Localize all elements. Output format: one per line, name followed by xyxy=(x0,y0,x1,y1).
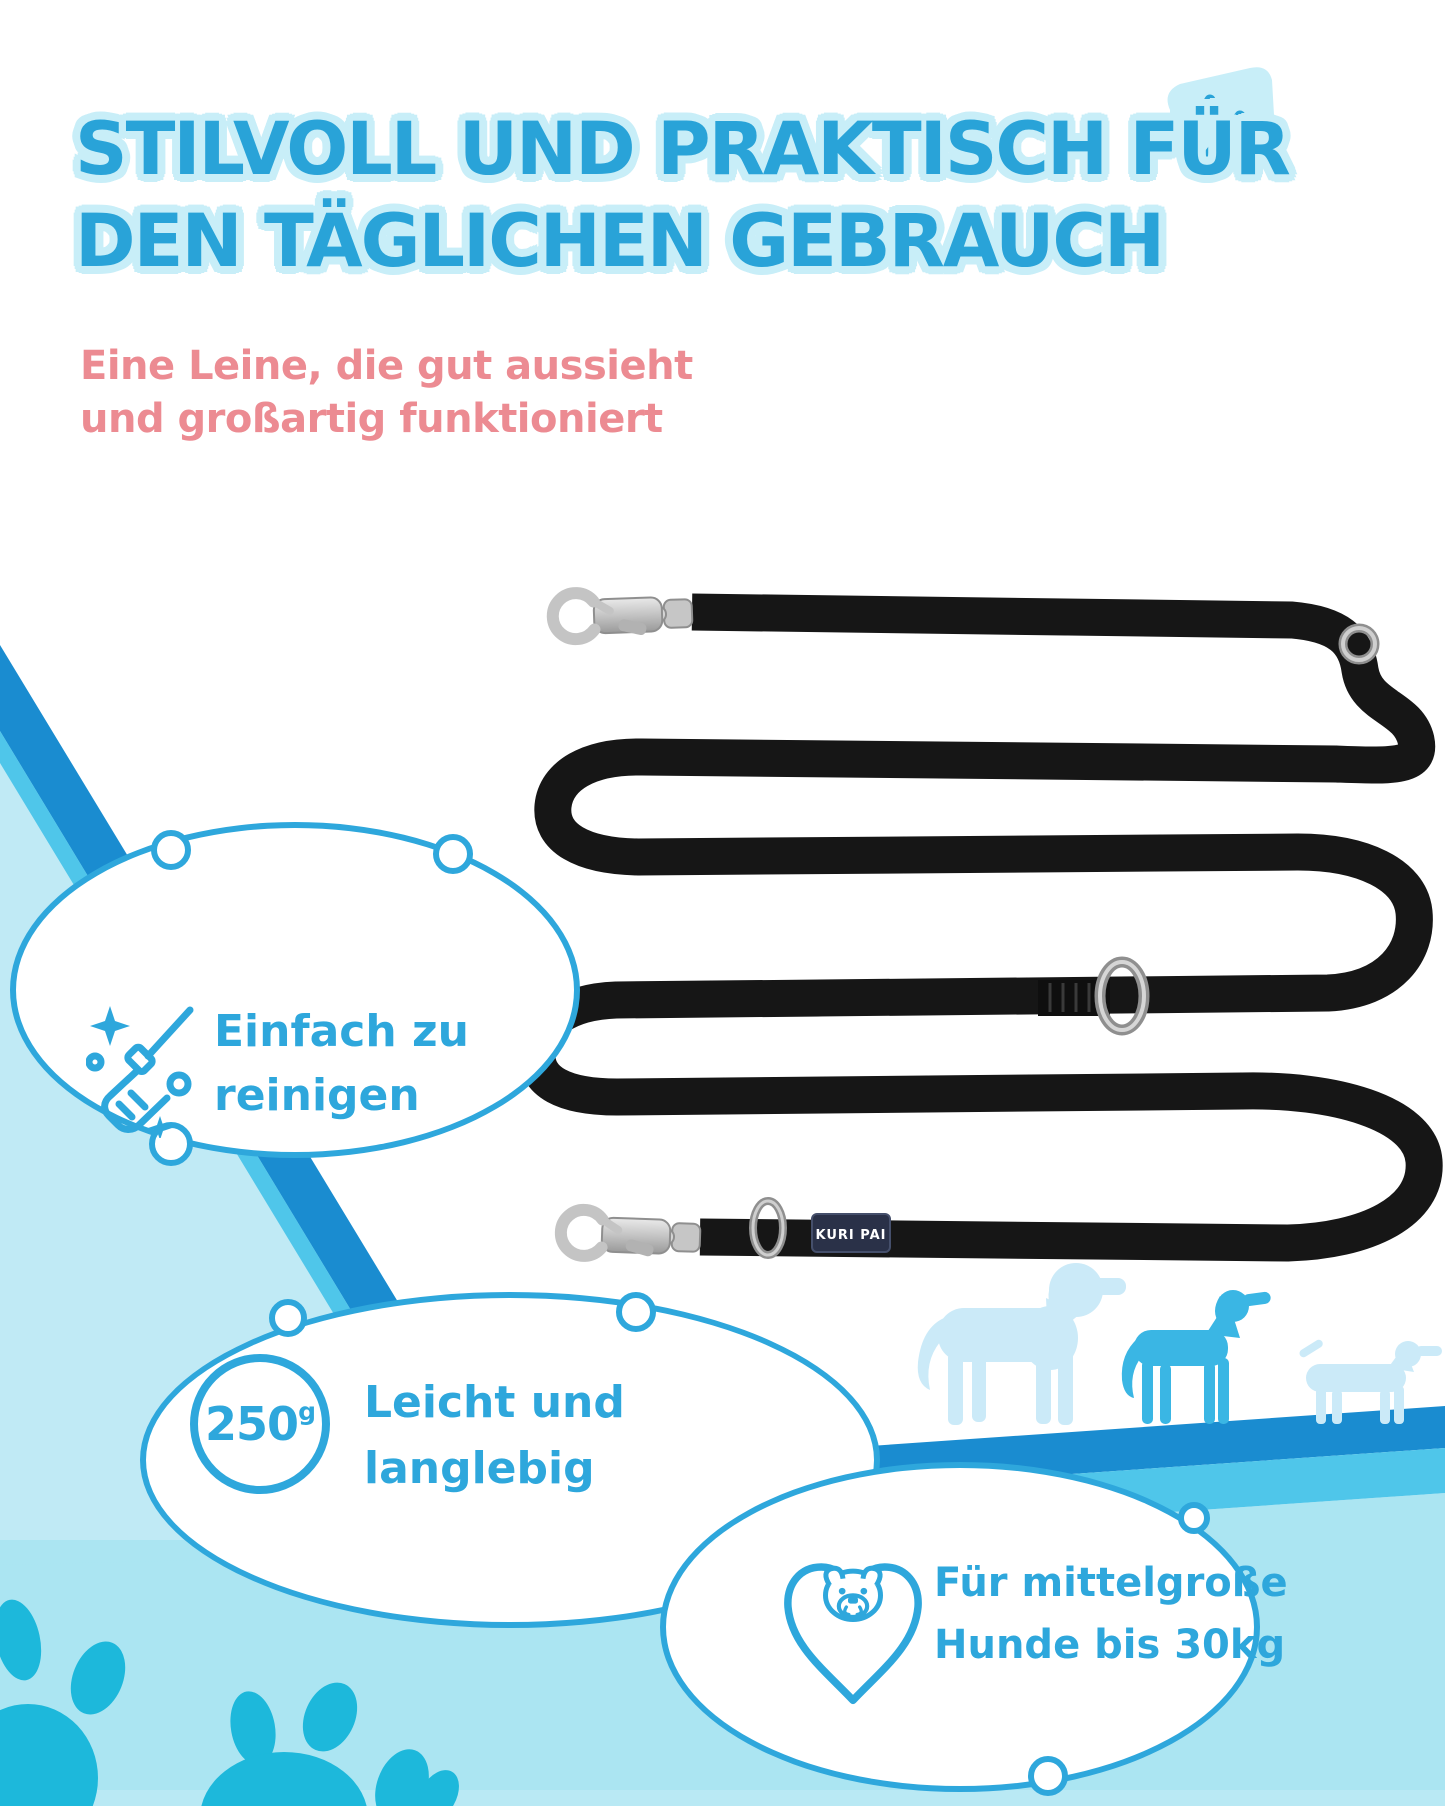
leash-photo xyxy=(537,589,1424,1260)
feature-weight-line-2: langlebig xyxy=(364,1443,595,1494)
cloud-loop xyxy=(433,834,473,874)
feature-size-line-1: Für mittelgroße xyxy=(934,1560,1288,1606)
headline xyxy=(75,104,1289,288)
leash-strap xyxy=(537,612,1424,1243)
subheadline-line-1: Eine Leine, die gut aussieht xyxy=(80,343,693,389)
dog-size-chart xyxy=(918,1263,1442,1425)
feature-text-clean xyxy=(214,1000,469,1128)
snap-hook-bottom xyxy=(560,1209,701,1260)
headline-line-2: DEN TÄGLICHEN GEBRAUCH xyxy=(75,199,1164,284)
brand-label-text: KURI PAI xyxy=(815,1228,887,1243)
snap-hook-top xyxy=(552,589,693,640)
cloud-loop xyxy=(1178,1502,1210,1534)
feature-weight-line-1: Leicht und xyxy=(364,1377,625,1428)
bulldog-face xyxy=(826,1568,881,1619)
subheadline-line-2: und großartig funktioniert xyxy=(80,396,663,442)
feature-text-weight xyxy=(364,1370,625,1502)
cloud-loop xyxy=(151,830,191,870)
feature-bubble-size xyxy=(660,1462,1288,1792)
feature-text-size xyxy=(934,1552,1288,1676)
weight-badge xyxy=(190,1354,330,1494)
feature-size-line-2: Hunde bis 30kg xyxy=(934,1622,1286,1668)
cloud-loop xyxy=(616,1292,656,1332)
medium-dog-silhouette xyxy=(1122,1290,1272,1424)
headline-line-1: STILVOLL UND PRAKTISCH FÜR xyxy=(75,107,1289,192)
subheadline xyxy=(80,340,693,446)
weight-unit: g xyxy=(298,1396,315,1426)
cloud-loop xyxy=(269,1299,307,1337)
broom-sparkles-icon xyxy=(86,998,204,1138)
feature-clean-line-2: reinigen xyxy=(214,1070,420,1121)
large-dog-silhouette xyxy=(918,1263,1126,1425)
heart-bulldog-icon xyxy=(778,1548,928,1716)
weight-value: 250 xyxy=(205,1397,299,1451)
feature-clean-line-1: Einfach zu xyxy=(214,1006,469,1057)
brand-label xyxy=(812,1214,890,1252)
feature-bubble-clean xyxy=(10,822,580,1158)
cloud-loop xyxy=(1028,1756,1068,1796)
